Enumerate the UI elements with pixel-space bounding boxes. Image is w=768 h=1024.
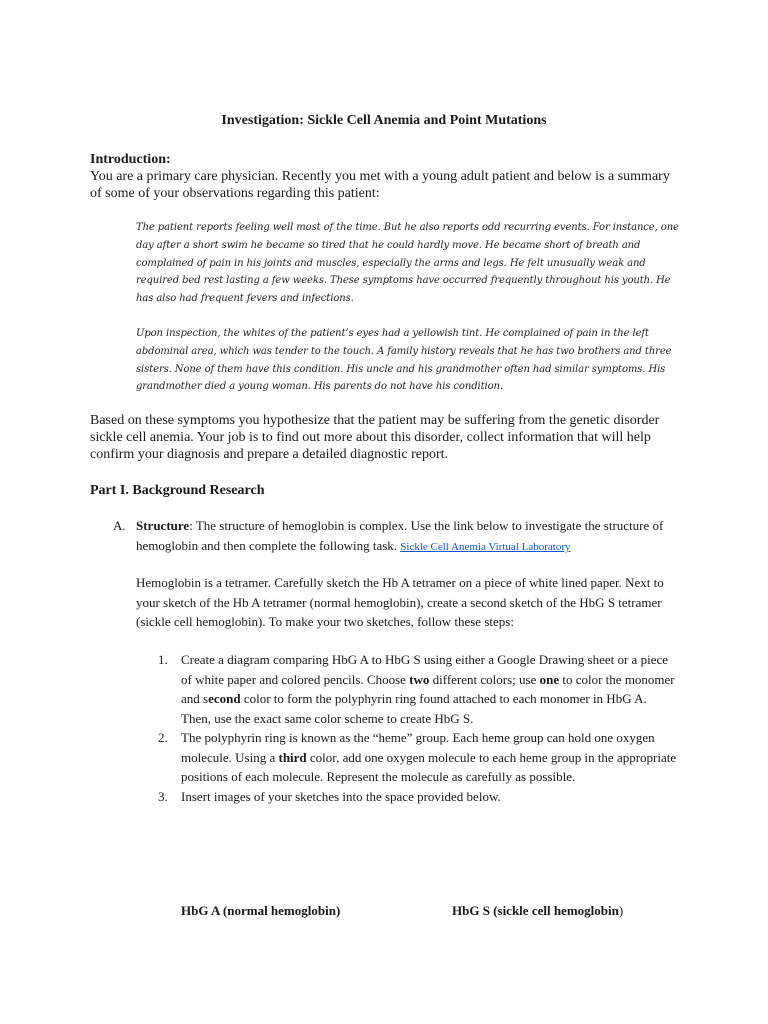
steps-list [158,650,678,806]
observation-paragraph-2: Upon inspection, the whites of the patient’s eyes had a yellowish tint. He complained of pain in the left abdominal area, which was tender to the touch. A family history reveals that he has two brothers and three sisters. None of them have this condition. His uncle and his grandmother often had similar symptoms. His grandmother died a young woman. His parents do not have his condition. [136,327,672,393]
step-text: to color the monomer and s [181,671,675,706]
observation-paragraph-1: The patient reports feeling well most of the time. But he also reports odd recurring events. For instance, one day after a short swim he became so tired that he could hardly move. He became short of breath and complained of pain in his joints and muscles, especially the arms and legs. He felt unusually weak and required bed rest lasting a few weeks. These symptoms have occurred frequently throughout his youth. He has also had frequent fevers and infections. [136,222,679,305]
caption-hbg-s [452,903,623,919]
step-text: color, add one oxygen molecule to each heme group in the appropriate positions of each molecule. Represent the molecule as carefully as possible. [181,749,677,784]
part1-heading: Part I. Background Research [90,483,265,498]
structure-text [136,516,676,557]
document-title: Investigation: Sickle Cell Anemia and Point Mutations [221,113,547,128]
step-3 [158,787,678,807]
step-text: color to form the polyphyrin ring found attached to each monomer in HbG A. Then, use the exact same color scheme to create HbG S. [181,691,647,726]
step-emphasis: one [539,671,560,687]
step-number: 2. [158,730,168,745]
introduction-heading: Introduction: [90,152,171,167]
patient-observations [136,219,684,396]
step-text: Create a diagram comparing HbG A to HbG S using either a Google Drawing sheet or a piece of white paper and colored pencils. Choose [181,652,668,687]
step-emphasis: third [278,749,307,765]
step-emphasis: two [409,671,430,687]
step-number: 1. [158,652,168,667]
tetramer-instructions: Hemoglobin is a tetramer. Carefully sketch the Hb A tetramer on a piece of white lined paper. Next to your sketch of the Hb A tetramer (normal hemoglobin), create a second sketch of the HbG S tetramer (sickle cell hemoglobin). To make your two sketches, follow these steps: [136,575,664,629]
step-emphasis: econd [208,691,241,706]
step-1 [158,650,678,728]
structure-description: : The structure of hemoglobin is complex. Use the link below to investigate the structure of hemoglobin and then complete the following task. [136,518,664,553]
caption-hbg-s-paren: ) [618,903,624,918]
structure-term: Structure [136,518,190,533]
item-label-a: A. [113,518,126,533]
caption-hbg-a: HbG A (normal hemoglobin) [181,903,341,918]
introduction-text: You are a primary care physician. Recently you met with a young adult patient and below is a summary of some of your observations regarding this patient: [90,169,670,201]
introduction-section [90,151,680,202]
step-text: different colors; use [429,671,540,687]
step-text: The polyphyrin ring is known as the “heme” group. Each heme group can hold one oxygen molecule. Using a [181,730,655,765]
step-text: Insert images of your sketches into the space provided below. [181,788,501,804]
hypothesis-paragraph: Based on these symptoms you hypothesize that the patient may be suffering from the genetic disorder sickle cell anemia. Your job is to find out more about this disorder, collect information that will help confirm your diagnosis and prepare a detailed diagnostic report. [90,413,660,462]
step-number: 3. [158,788,168,804]
virtual-lab-link[interactable]: Sickle Cell Anemia Virtual Laboratory [400,541,571,553]
caption-hbg-s-text: HbG S (sickle cell hemoglobin [452,903,619,918]
step-2 [158,728,678,787]
